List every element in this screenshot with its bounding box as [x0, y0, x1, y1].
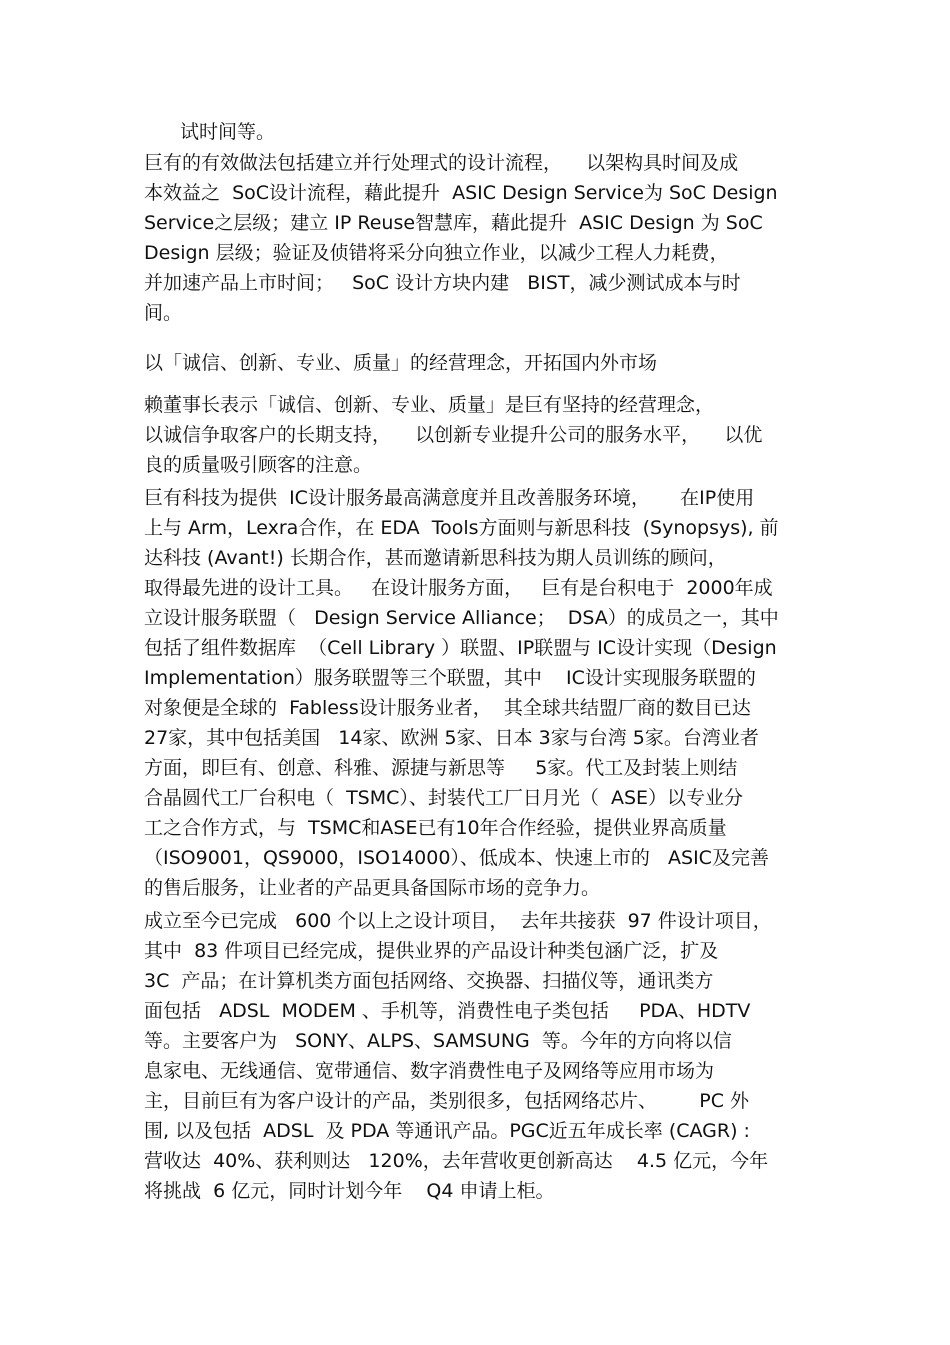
paragraph-line: 27家，其中包括美国 14家、欧洲 5家、日本 3家与台湾 5家。台湾业者 [144, 727, 759, 749]
paragraph-line: 围, 以及包括 ADSL 及 PDA 等通讯产品。PGC近五年成长率 (CAGR) : [144, 1120, 750, 1142]
paragraph-line: 主，目前巨有为客户设计的产品，类别很多，包括网络芯片、 PC 外 [144, 1090, 750, 1112]
paragraph-line: 立设计服务联盟（ Design Service Alliance； DSA）的成员之一，其中 [144, 607, 779, 629]
paragraph-line: Implementation）服务联盟等三个联盟，其中 IC设计实现服务联盟的 [144, 667, 756, 689]
paragraph-line: 本效益之 SoC设计流程，藉此提升 ASIC Design Service为 SoC Design [144, 182, 778, 204]
paragraph-line: Design 层级；验证及侦错将采分向独立作业，以减少工程人力耗费， [144, 242, 729, 264]
paragraph-line: （ISO9001，QS9000，ISO14000）、低成本、快速上市的 ASIC及完善 [144, 847, 769, 869]
paragraph-line: 巨有科技为提供 IC设计服务最高满意度并且改善服务环境， 在IP使用 [144, 487, 755, 509]
paragraph-line: 合晶圆代工厂台积电（ TSMC）、封装代工厂日月光（ ASE）以专业分 [144, 787, 744, 809]
paragraph-line: 间。 [144, 302, 183, 324]
paragraph-line: 息家电、无线通信、宽带通信、数字消费性电子及网络等应用市场为 [144, 1060, 715, 1082]
paragraph-line: 良的质量吸引顾客的注意。 [144, 454, 373, 476]
paragraph-line: 取得最先进的设计工具。 在设计服务方面， 巨有是台积电于 2000年成 [144, 577, 773, 599]
paragraph-line: Service之层级；建立 IP Reuse智慧库，藉此提升 ASIC Design 为 SoC [144, 212, 763, 234]
paragraph-line: 赖董事长表示「诚信、创新、专业、质量」是巨有坚持的经营理念， [144, 394, 715, 416]
paragraph-line: 上与 Arm，Lexra合作，在 EDA Tools方面则与新思科技 (Synopsys), 前 [144, 517, 779, 539]
paragraph-line: 方面，即巨有、创意、科雅、源捷与新思等 5家。代工及封装上则结 [144, 757, 738, 779]
paragraph-line: 巨有的有效做法包括建立并行处理式的设计流程， 以架构具时间及成 [144, 152, 739, 174]
paragraph-line: 达科技 (Avant!) 长期合作，甚而邀请新思科技为期人员训练的顾问， [144, 547, 727, 569]
paragraph-line: 其中 83 件项目已经完成，提供业界的产品设计种类包涵广泛，扩及 [144, 940, 719, 962]
paragraph-line: 包括了组件数据库 （Cell Library ）联盟、IP联盟与 IC设计实现（Design [144, 637, 777, 659]
paragraph-line: 等。主要客户为 SONY、ALPS、SAMSUNG 等。今年的方向将以信 [144, 1030, 732, 1052]
paragraph-line: 并加速产品上市时间； SoC 设计方块内建 BIST，减少测试成本与时 [144, 272, 741, 294]
paragraph-line: 的售后服务，让业者的产品更具备国际市场的竞争力。 [144, 877, 601, 899]
paragraph-line: 工之合作方式，与 TSMC和ASE已有10年合作经验，提供业界高质量 [144, 817, 727, 839]
section-heading: 以「诚信、创新、专业、质量」的经营理念，开拓国内外市场 [144, 352, 658, 374]
paragraph-line: 以诚信争取客户的长期支持， 以创新专业提升公司的服务水平， 以优 [144, 424, 763, 446]
paragraph-line: 试时间等。 [180, 121, 276, 143]
paragraph-line: 营收达 40%、获利则达 120%，去年营收更创新高达 4.5 亿元，今年 [144, 1150, 769, 1172]
paragraph-line: 面包括 ADSL MODEM 、手机等，消费性电子类包括 PDA、HDTV [144, 1000, 751, 1022]
paragraph-line: 成立至今已完成 600 个以上之设计项目， 去年共接获 97 件设计项目， [144, 910, 772, 932]
paragraph-line: 3C 产品；在计算机类方面包括网络、交换器、扫描仪等，通讯类方 [144, 970, 714, 992]
paragraph-line: 将挑战 6 亿元，同时计划今年 Q4 申请上柜。 [144, 1180, 555, 1202]
paragraph-line: 对象便是全球的 Fabless设计服务业者， 其全球共结盟厂商的数目已达 [144, 697, 751, 719]
